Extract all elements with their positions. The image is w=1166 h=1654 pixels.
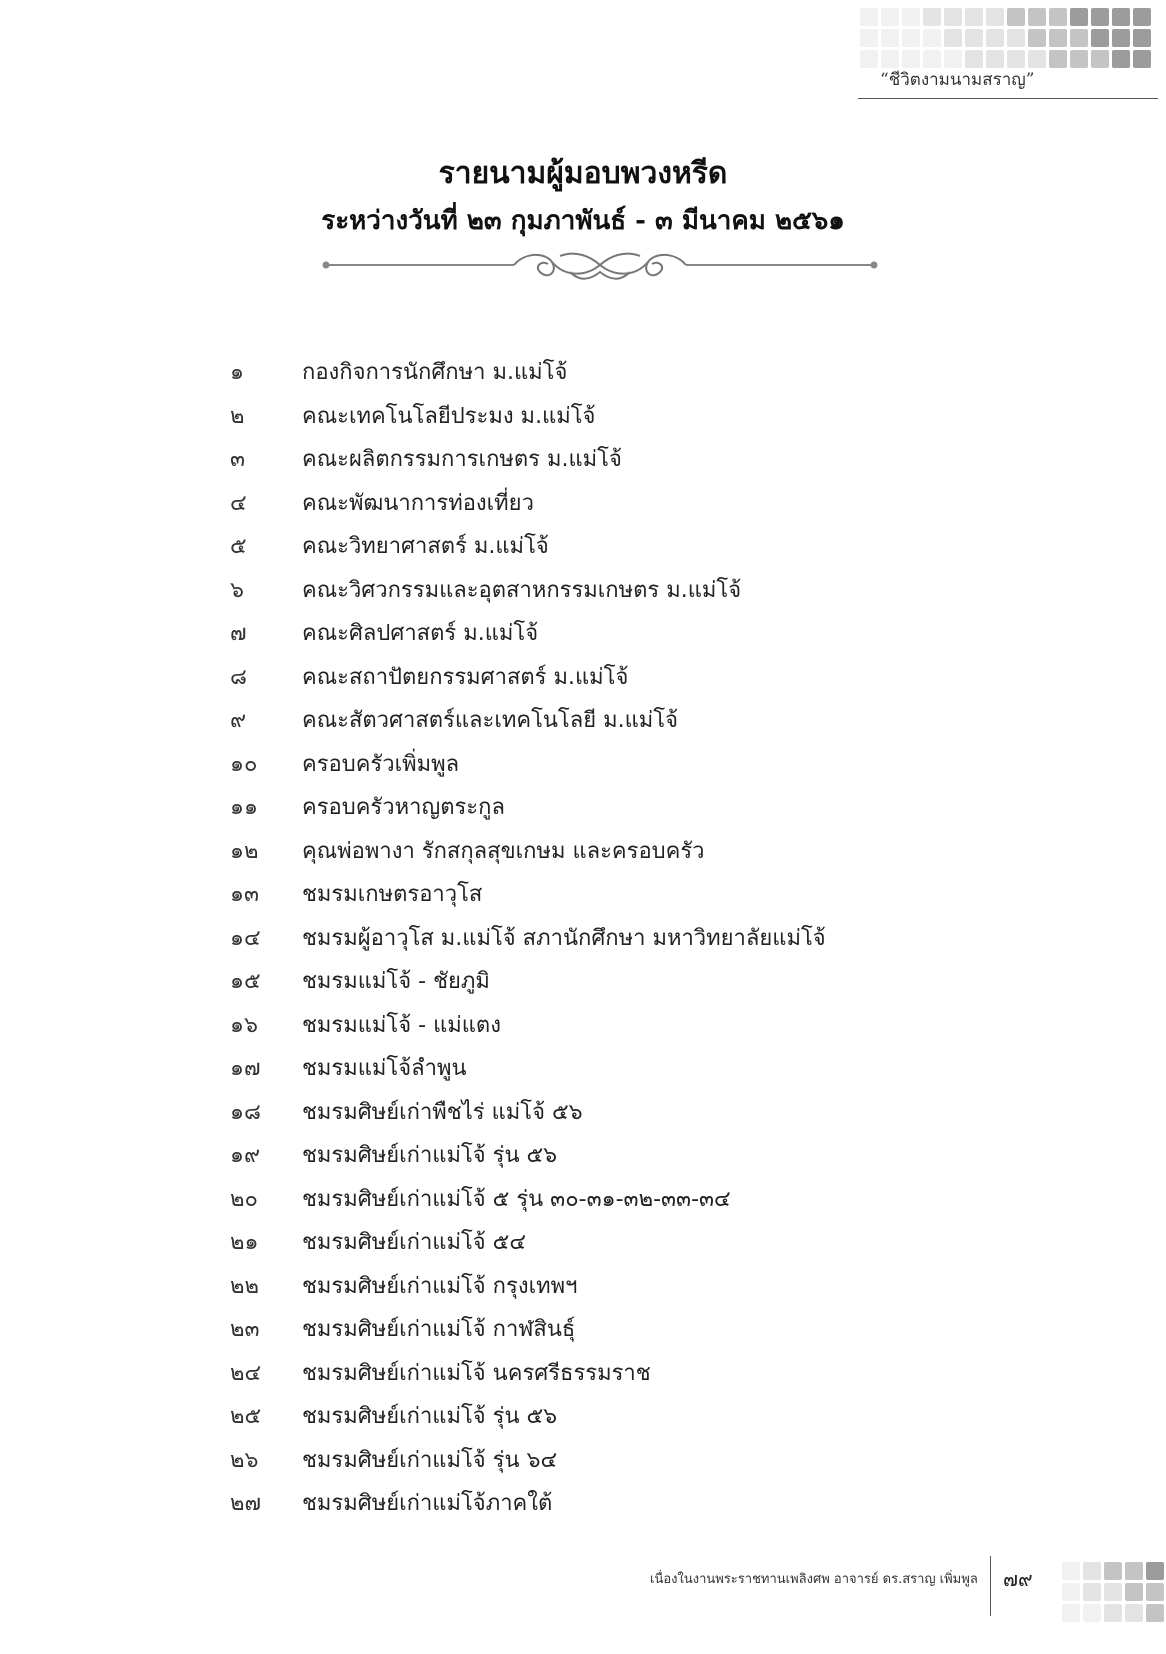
item-name: คณะเทคโนโลยีประมง ม.แม่โจ้ xyxy=(302,403,596,429)
item-number: ๖ xyxy=(230,577,244,603)
page-number: ๗๙ xyxy=(1003,1567,1033,1591)
item-name: คณะวิทยาศาสตร์ ม.แม่โจ้ xyxy=(302,534,549,559)
list-item xyxy=(230,663,1110,707)
item-name: ชมรมศิษย์เก่าแม่โจ้ กาฬสินธุ์ xyxy=(302,1317,576,1342)
list-item xyxy=(230,532,1110,576)
list-item xyxy=(230,1402,1110,1446)
item-name: กองกิจการนักศึกษา ม.แม่โจ้ xyxy=(302,360,568,385)
decorative-tile-pattern-bottom xyxy=(1062,1562,1164,1622)
list-item xyxy=(230,1098,1110,1142)
page-subtitle: ระหว่างวันที่ ๒๓ กุมภาพันธ์ - ๓ มีนาคม ๒๕๖๑ xyxy=(321,206,845,236)
item-name: ชมรมศิษย์เก่าแม่โจ้ รุ่น ๖๔ xyxy=(302,1447,558,1473)
list-item xyxy=(230,402,1110,446)
list-item xyxy=(230,880,1110,924)
list-item xyxy=(230,924,1110,968)
item-name: ครอบครัวหาญตระกูล xyxy=(302,795,505,820)
item-name: ชมรมศิษย์เก่าแม่โจ้ภาคใต้ xyxy=(302,1491,553,1516)
item-number: ๒๗ xyxy=(230,1491,262,1516)
item-number: ๔ xyxy=(230,490,247,516)
item-name: ชมรมแม่โจ้ - ชัยภูมิ xyxy=(302,969,490,994)
item-name: ชมรมศิษย์เก่าแม่โจ้ รุ่น ๕๖ xyxy=(302,1404,558,1429)
ornamental-divider xyxy=(320,252,880,302)
item-name: ชมรมศิษย์เก่าแม่โจ้ ๕ รุ่น ๓๐-๓๑-๓๒-๓๓-๓๔ xyxy=(302,1186,731,1212)
item-name: ชมรมศิษย์เก่าแม่โจ้ กรุงเทพฯ xyxy=(302,1273,578,1299)
item-number: ๒๓ xyxy=(230,1317,260,1342)
list-item xyxy=(230,1315,1110,1359)
footer-text: เนื่องในงานพระราชทานเพลิงศพ อาจารย์ ดร.สราญ เพิ่มพูล xyxy=(650,1572,978,1587)
list-item xyxy=(230,967,1110,1011)
list-item xyxy=(230,1185,1110,1229)
item-name: คณะสัตวศาสตร์และเทคโนโลยี ม.แม่โจ้ xyxy=(302,708,678,733)
item-number: ๑๓ xyxy=(230,882,260,907)
item-number: ๓ xyxy=(230,447,246,472)
item-number: ๒ xyxy=(230,403,245,429)
item-name: คณะพัฒนาการท่องเที่ยว xyxy=(302,490,534,516)
item-number: ๑๘ xyxy=(230,1099,261,1125)
item-number: ๕ xyxy=(230,534,247,559)
header-caption: “ชีวิตงามนามสราญ” xyxy=(880,70,1035,90)
footer-rule xyxy=(990,1556,991,1616)
list-item xyxy=(230,1141,1110,1185)
item-name: ชมรมแม่โจ้ - แม่แตง xyxy=(302,1012,501,1038)
item-name: ชมรมผู้อาวุโส ม.แม่โจ้ สภานักศึกษา มหาวิทยาลัยแม่โจ้ xyxy=(302,925,826,951)
item-number: ๑ xyxy=(230,360,244,385)
list-item xyxy=(230,1228,1110,1272)
list-item xyxy=(230,1011,1110,1055)
item-name: คณะผลิตกรรมการเกษตร ม.แม่โจ้ xyxy=(302,447,622,472)
item-number: ๙ xyxy=(230,708,247,733)
page-title: รายนามผู้มอบพวงหรีด xyxy=(438,156,728,191)
decorative-tile-pattern-top xyxy=(860,8,1151,68)
item-number: ๑๑ xyxy=(230,795,258,820)
item-name: ชมรมศิษย์เก่าพืชไร่ แม่โจ้ ๕๖ xyxy=(302,1099,583,1125)
list-item xyxy=(230,358,1110,402)
item-name: คณะศิลปศาสตร์ ม.แม่โจ้ xyxy=(302,621,539,646)
item-name: ชมรมศิษย์เก่าแม่โจ้ นครศรีธรรมราช xyxy=(302,1360,651,1386)
item-number: ๑๒ xyxy=(230,838,259,864)
item-number: ๒๔ xyxy=(230,1360,262,1386)
item-number: ๑๙ xyxy=(230,1143,261,1168)
item-number: ๒๑ xyxy=(230,1230,259,1255)
list-item xyxy=(230,837,1110,881)
list-item xyxy=(230,1054,1110,1098)
item-name: ชมรมเกษตรอาวุโส xyxy=(302,882,483,907)
item-number: ๑๔ xyxy=(230,925,261,951)
list-item xyxy=(230,1359,1110,1403)
list-item xyxy=(230,489,1110,533)
item-number: ๒๐ xyxy=(230,1186,258,1212)
item-name: ชมรมศิษย์เก่าแม่โจ้ ๕๔ xyxy=(302,1230,526,1255)
item-number: ๗ xyxy=(230,621,247,646)
item-name: คณะสถาปัตยกรรมศาสตร์ ม.แม่โจ้ xyxy=(302,664,629,690)
wreath-donor-list xyxy=(230,358,1110,1533)
item-number: ๑๖ xyxy=(230,1012,258,1038)
item-number: ๒๖ xyxy=(230,1447,259,1473)
item-name: ชมรมศิษย์เก่าแม่โจ้ รุ่น ๕๖ xyxy=(302,1143,558,1168)
item-number: ๒๒ xyxy=(230,1273,260,1299)
item-name: ครอบครัวเพิ่มพูล xyxy=(302,751,460,777)
item-number: ๑๐ xyxy=(230,751,258,777)
list-item xyxy=(230,706,1110,750)
item-name: ชมรมแม่โจ้ลำพูน xyxy=(302,1056,467,1081)
list-item xyxy=(230,445,1110,489)
list-item xyxy=(230,750,1110,794)
item-number: ๑๗ xyxy=(230,1056,261,1081)
item-name: คณะวิศวกรรมและอุตสาหกรรมเกษตร ม.แม่โจ้ xyxy=(302,577,742,603)
item-number: ๒๕ xyxy=(230,1404,262,1429)
list-item xyxy=(230,1446,1110,1490)
list-item xyxy=(230,1272,1110,1316)
item-name: คุณพ่อพางา รักสกุลสุขเกษม และครอบครัว xyxy=(302,838,705,864)
list-item xyxy=(230,576,1110,620)
list-item xyxy=(230,793,1110,837)
list-item xyxy=(230,1489,1110,1533)
header-rule xyxy=(858,98,1158,99)
item-number: ๘ xyxy=(230,664,247,690)
list-item xyxy=(230,619,1110,663)
item-number: ๑๕ xyxy=(230,969,261,994)
